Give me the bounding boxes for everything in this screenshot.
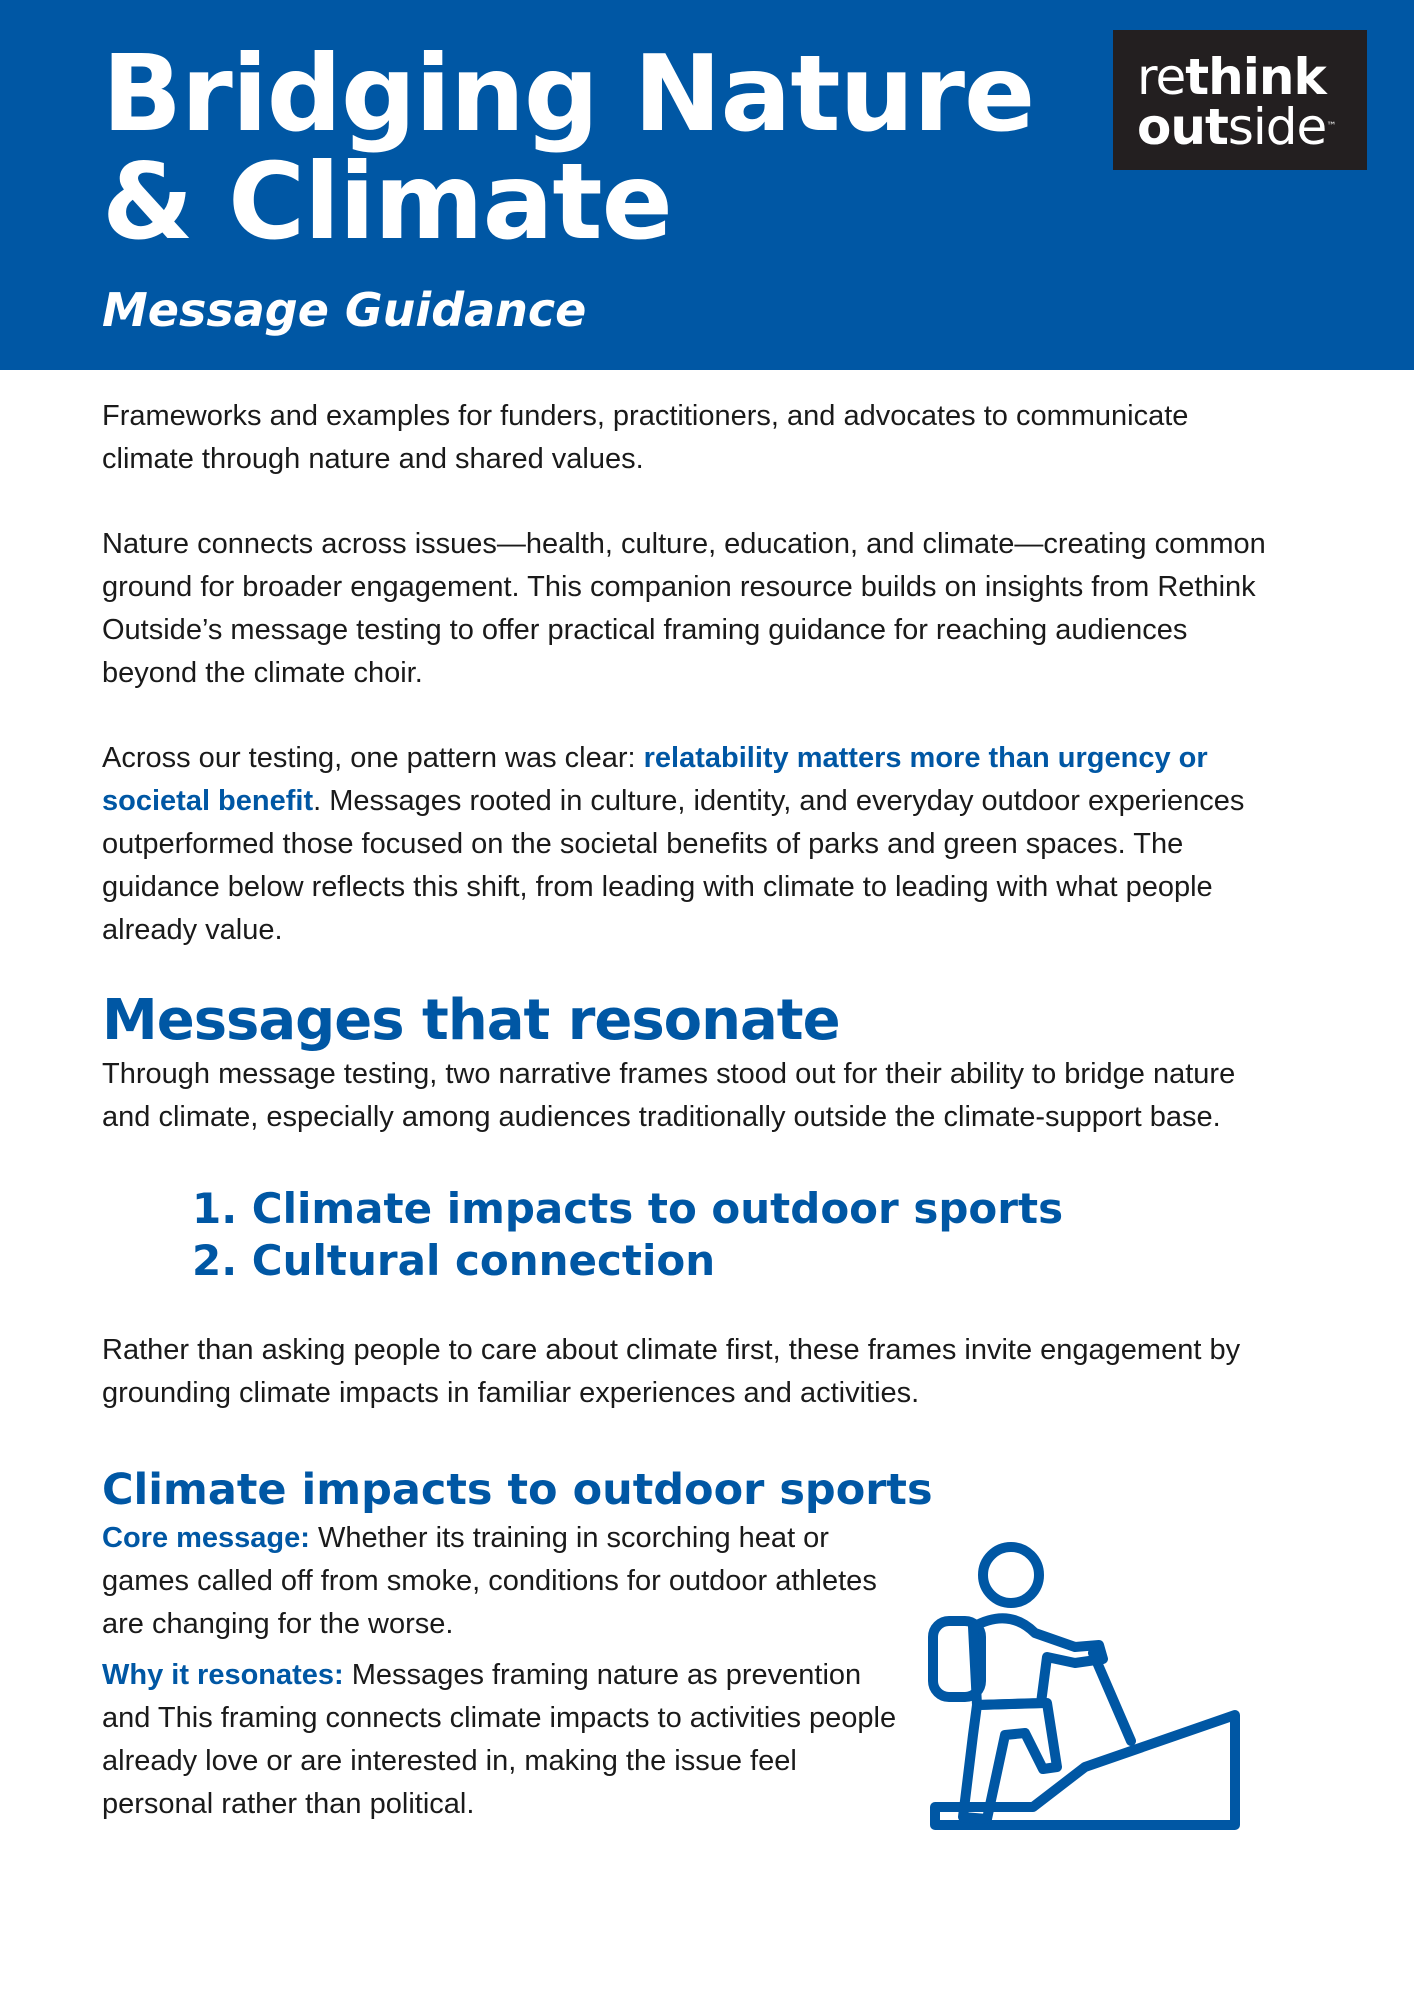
intro-paragraph-3: Across our testing, one pattern was clear: relatability matters more than urgency or societal benefit. Messages rooted in culture, identity, and everyday outdoor experiences outperformed those focused on the societal benefits of parks and green spaces. The guidance below reflects this shift, from leading with climate to leading with what people already value. [102,742,1245,946]
narrative-frames-list [102,1183,1302,1287]
section-heading-sports: Climate impacts to outdoor sports [102,1465,933,1515]
core-message-label: Core message: [102,1522,310,1554]
title-line-1: Bridging Nature [102,33,1035,155]
frames-explanation: Rather than asking people to care about climate first, these frames invite engagement by grounding climate impacts in familiar experiences and activities. [102,1334,1241,1409]
intro-paragraph-2: Nature connects across issues—health, culture, education, and climate—creating common ground for broader engagement. This companion resource builds on insights from Rethink Outside’s message testing to offer practical framing guidance for reaching audiences beyond the climate choir. [102,528,1266,689]
key-finding-highlight: relatability matters more than urgency or societal benefit [102,742,1208,817]
intro-paragraph-1: Frameworks and examples for funders, practitioners, and advocates to communicate climate through nature and shared values. [102,400,1189,475]
why-it-resonates: Why it resonates: Messages framing nature as prevention and This framing connects climate impacts to activities people already love or are interested in, making the issue feel personal rather than political. [102,1659,897,1820]
page-subtitle: Message Guidance [102,283,587,337]
frame-item-2: 2. Cultural connection [192,1236,716,1285]
rethink-outside-logo [1113,30,1367,170]
logo-line-1: rethink [1137,48,1326,106]
hiker-climbing-icon [925,1535,1255,1865]
title-line-2: & Climate [102,141,672,263]
why-it-resonates-label: Why it resonates: [102,1659,344,1691]
frame-item-1: 1. Climate impacts to outdoor sports [192,1184,1064,1233]
core-message: Core message: Whether its training in scorching heat or games called off from smoke, conditions for outdoor athletes are changing for the worse. [102,1522,877,1640]
section-heading-resonate: Messages that resonate [102,988,840,1053]
page-title [102,33,1082,263]
logo-line-2: outside™ [1137,98,1336,156]
header-banner [0,0,1414,370]
resonate-paragraph: Through message testing, two narrative frames stood out for their ability to bridge nature and climate, especially among audiences traditionally outside the climate-support base. [102,1058,1236,1133]
